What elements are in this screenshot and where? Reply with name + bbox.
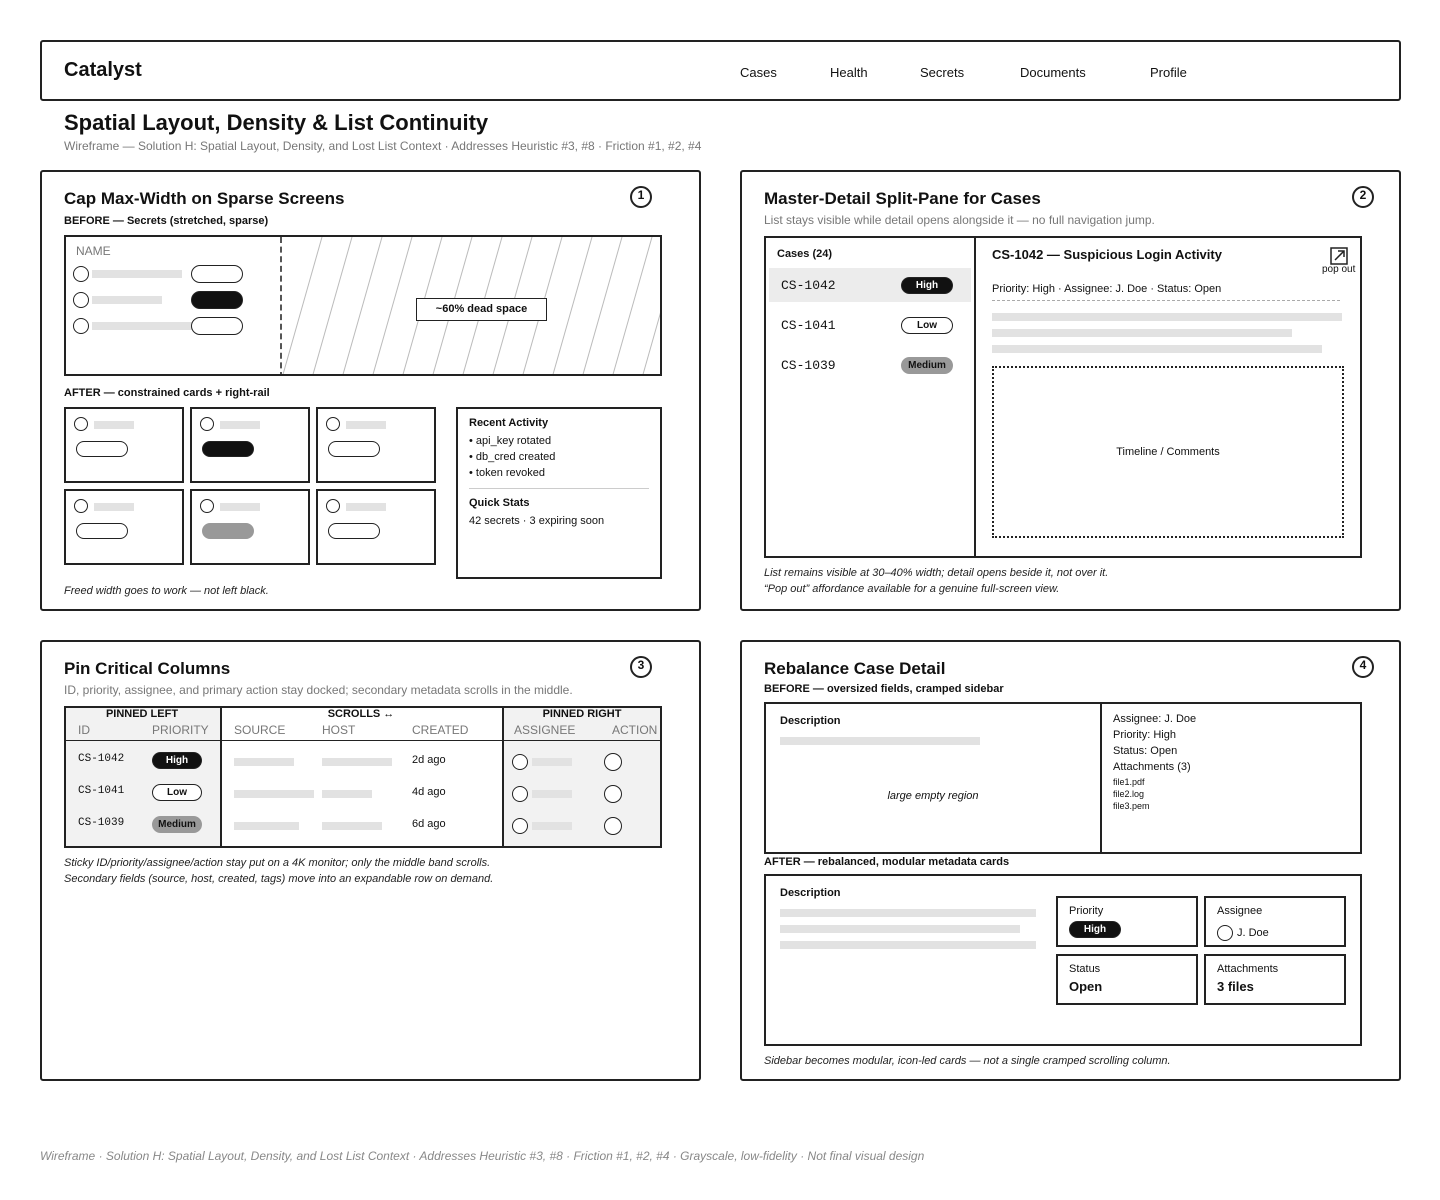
priority-card — [1056, 896, 1198, 947]
description-line — [780, 909, 1036, 917]
nav-link-documents[interactable]: Documents — [1020, 65, 1086, 80]
column-header[interactable]: HOST — [322, 723, 356, 737]
after-label: AFTER — rebalanced, modular metadata cards — [764, 856, 1010, 868]
sidebar-attachments: Attachments (3) — [1113, 761, 1191, 773]
card-radio[interactable] — [326, 417, 340, 431]
card-radio[interactable] — [74, 417, 88, 431]
detail-line — [992, 345, 1322, 353]
card-radio[interactable] — [200, 499, 214, 513]
panel-title: Master-Detail Split-Pane for Cases — [764, 189, 1041, 208]
before-label: BEFORE — Secrets (stretched, sparse) — [64, 215, 269, 227]
panel-note: List remains visible at 30–40% width; detail opens beside it, not over it. — [764, 567, 1109, 579]
split-pane — [764, 236, 1362, 558]
panel-title: Pin Critical Columns — [64, 659, 231, 678]
host-placeholder — [322, 822, 382, 830]
attachments-card[interactable] — [1204, 954, 1346, 1005]
panel-master-detail — [740, 170, 1401, 611]
nav-link-cases[interactable]: Cases — [740, 65, 777, 80]
activity-item: • token revoked — [469, 467, 546, 479]
row-radio[interactable] — [73, 266, 89, 282]
pop-out-button[interactable] — [1318, 246, 1358, 276]
action-button[interactable] — [604, 785, 622, 803]
panel-pin-columns — [40, 640, 701, 1081]
host-placeholder — [322, 758, 392, 766]
panel-note: “Pop out” affordance available for a genuine full-screen view. — [764, 583, 1060, 595]
sidebar-assignee: Assignee: J. Doe — [1113, 713, 1197, 725]
page-subtitle: Wireframe — Solution H: Spatial Layout, Density, and Lost List Context · Addresses Heuristic #3, #8 · Friction #1, #2, #4 — [64, 139, 702, 153]
case-list-item[interactable] — [769, 348, 971, 382]
source-placeholder — [234, 758, 294, 766]
secret-card[interactable] — [316, 407, 436, 483]
created-value: 2d ago — [412, 754, 446, 766]
panel-title: Cap Max-Width on Sparse Screens — [64, 189, 345, 208]
card-placeholder — [94, 421, 134, 429]
dead-space-label: ~60% dead space — [416, 298, 547, 321]
row-toggle[interactable] — [191, 317, 243, 335]
secret-card[interactable] — [64, 489, 184, 565]
assignee-avatar — [512, 818, 528, 834]
panel-rebalance-detail — [740, 640, 1401, 1081]
sidebar-status: Status: Open — [1113, 745, 1178, 757]
card-placeholder — [220, 421, 260, 429]
priority-badge: Medium — [901, 357, 953, 374]
row-placeholder — [92, 296, 162, 304]
source-placeholder — [234, 790, 314, 798]
footer-caption: Wireframe · Solution H: Spatial Layout, Density, and Lost List Context · Addresses Heuristic #3, #8 · Friction #1, #2, #4 · Grayscale, low-fidelity · Not final visual design — [40, 1149, 925, 1163]
group-label: SCROLLS ↔ — [327, 708, 395, 720]
before-detail-mock — [764, 702, 1362, 854]
assignee-placeholder — [532, 790, 572, 798]
step-number: 1 — [630, 186, 652, 208]
priority-badge: Low — [152, 784, 202, 801]
column-header[interactable]: CREATED — [412, 723, 469, 737]
card-label: Status — [1069, 963, 1101, 975]
case-id: CS-1039 — [781, 358, 836, 373]
after-detail-mock — [764, 874, 1362, 1046]
pop-out-label: pop out — [1322, 264, 1356, 275]
priority-badge: High — [1069, 921, 1121, 938]
cramped-sidebar — [1100, 704, 1360, 852]
status-card — [1056, 954, 1198, 1005]
card-toggle[interactable] — [76, 441, 128, 457]
column-header[interactable]: PRIORITY — [152, 723, 209, 737]
assignee-card — [1204, 896, 1346, 947]
card-label: Attachments — [1217, 963, 1279, 975]
column-header[interactable]: ID — [78, 723, 90, 737]
meta-divider — [992, 300, 1340, 301]
timeline-comments-region — [992, 366, 1344, 538]
quick-stats-value: 42 secrets · 3 expiring soon — [469, 515, 605, 527]
action-button[interactable] — [604, 817, 622, 835]
priority-badge: High — [152, 752, 202, 769]
panel-subtitle: ID, priority, assignee, and primary action stay docked; secondary metadata scrolls in the middle. — [64, 683, 573, 697]
step-number: 4 — [1352, 656, 1374, 678]
priority-badge: Medium — [152, 816, 202, 833]
card-placeholder — [346, 421, 386, 429]
activity-item: • db_cred created — [469, 451, 556, 463]
secret-card[interactable] — [316, 489, 436, 565]
panel-note: Freed width goes to work — not left black. — [64, 585, 269, 597]
created-value: 6d ago — [412, 818, 446, 830]
card-toggle[interactable] — [328, 441, 380, 457]
case-meta: Priority: High · Assignee: J. Doe · Status: Open — [992, 283, 1222, 295]
case-list-item[interactable] — [769, 308, 971, 342]
scroll-group[interactable] — [222, 708, 502, 846]
panel-note: Secondary fields (source, host, created, tags) move into an expandable row on demand. — [64, 873, 494, 885]
priority-badge: Low — [901, 317, 953, 334]
card-toggle[interactable] — [202, 523, 254, 539]
panel-title: Rebalance Case Detail — [764, 659, 946, 678]
panel-note: Sticky ID/priority/assignee/action stay put on a 4K monitor; only the middle band scrolls. — [64, 857, 491, 869]
description-line — [780, 925, 1020, 933]
card-label: Priority — [1069, 905, 1104, 917]
before-label: BEFORE — oversized fields, cramped sidebar — [764, 683, 1004, 695]
card-placeholder — [220, 503, 260, 511]
created-value: 4d ago — [412, 786, 446, 798]
secret-card[interactable] — [190, 407, 310, 483]
nav-link-secrets[interactable]: Secrets — [920, 65, 965, 80]
host-placeholder — [322, 790, 372, 798]
file-link[interactable]: file1.pdf — [1113, 777, 1145, 787]
secret-card[interactable] — [190, 489, 310, 565]
assignee-avatar — [512, 754, 528, 770]
nav-link-profile[interactable]: Profile — [1150, 65, 1187, 80]
timeline-label: Timeline / Comments — [1116, 446, 1220, 458]
recent-activity-title: Recent Activity — [469, 417, 549, 429]
step-number: 2 — [1352, 186, 1374, 208]
description-line — [780, 737, 980, 745]
source-placeholder — [234, 822, 299, 830]
nav-link-health[interactable]: Health — [830, 65, 868, 80]
assignee-avatar — [512, 786, 528, 802]
assignee-placeholder — [532, 822, 572, 830]
empty-region-label: large empty region — [887, 790, 979, 802]
row-placeholder — [92, 270, 182, 278]
description-label: Description — [780, 887, 841, 899]
card-radio[interactable] — [200, 417, 214, 431]
before-secrets-mock — [64, 235, 662, 376]
page-title: Spatial Layout, Density & List Continuity — [64, 110, 489, 135]
row-toggle[interactable] — [191, 265, 243, 283]
panel-cap-max-width — [40, 170, 701, 611]
top-nav — [40, 40, 1401, 101]
quick-stats-title: Quick Stats — [469, 497, 530, 509]
assignee-placeholder — [532, 758, 572, 766]
row-radio[interactable] — [73, 318, 89, 334]
row-placeholder — [92, 322, 192, 330]
card-toggle[interactable] — [328, 523, 380, 539]
sidebar-priority: Priority: High — [1113, 729, 1176, 741]
right-rail — [456, 407, 662, 579]
row-radio[interactable] — [73, 292, 89, 308]
action-button[interactable] — [604, 753, 622, 771]
row-id: CS-1042 — [78, 753, 125, 765]
pinned-left-group — [66, 708, 222, 846]
step-number: 3 — [630, 656, 652, 678]
description-line — [780, 941, 1036, 949]
group-label: PINNED RIGHT — [542, 708, 622, 720]
brand-logo[interactable]: Catalyst — [64, 59, 142, 81]
group-label: PINNED LEFT — [105, 708, 179, 720]
avatar — [1217, 925, 1233, 941]
attachments-value: 3 files — [1217, 979, 1254, 994]
column-header[interactable]: ACTION — [612, 723, 658, 737]
pinned-table — [64, 706, 662, 848]
status-value: Open — [1069, 979, 1103, 994]
rail-divider — [469, 488, 649, 489]
card-toggle[interactable] — [202, 441, 254, 457]
card-radio[interactable] — [74, 499, 88, 513]
row-toggle[interactable] — [191, 291, 243, 309]
after-label: AFTER — constrained cards + right-rail — [64, 387, 270, 399]
card-radio[interactable] — [326, 499, 340, 513]
pop-out-icon — [1330, 247, 1348, 265]
header-divider — [66, 740, 660, 741]
file-link[interactable]: file3.pem — [1113, 801, 1150, 811]
case-list-item-selected[interactable] — [769, 268, 971, 302]
secret-card[interactable] — [64, 407, 184, 483]
panel-subtitle: List stays visible while detail opens alongside it — no full navigation jump. — [764, 213, 1155, 227]
name-column-header: NAME — [76, 244, 111, 258]
priority-badge: High — [901, 277, 953, 294]
pinned-right-group — [502, 708, 660, 846]
case-id: CS-1042 — [781, 278, 836, 293]
case-list-header: Cases (24) — [777, 248, 833, 260]
row-id: CS-1041 — [78, 785, 125, 797]
card-toggle[interactable] — [76, 523, 128, 539]
case-detail-title: CS-1042 — Suspicious Login Activity — [992, 247, 1222, 262]
row-id: CS-1039 — [78, 817, 125, 829]
panel-note: Sidebar becomes modular, icon-led cards — not a single cramped scrolling column. — [764, 1055, 1171, 1067]
detail-line — [992, 329, 1292, 337]
case-detail-pane — [978, 238, 1360, 556]
detail-line — [992, 313, 1342, 321]
card-placeholder — [346, 503, 386, 511]
activity-item: • api_key rotated — [469, 435, 552, 447]
case-list-pane — [766, 238, 976, 556]
card-label: Assignee — [1217, 905, 1263, 917]
column-header[interactable]: SOURCE — [234, 723, 286, 737]
card-placeholder — [94, 503, 134, 511]
case-id: CS-1041 — [781, 318, 836, 333]
column-header[interactable]: ASSIGNEE — [514, 723, 576, 737]
description-label: Description — [780, 715, 841, 727]
assignee-value: J. Doe — [1237, 927, 1269, 939]
file-link[interactable]: file2.log — [1113, 789, 1145, 799]
